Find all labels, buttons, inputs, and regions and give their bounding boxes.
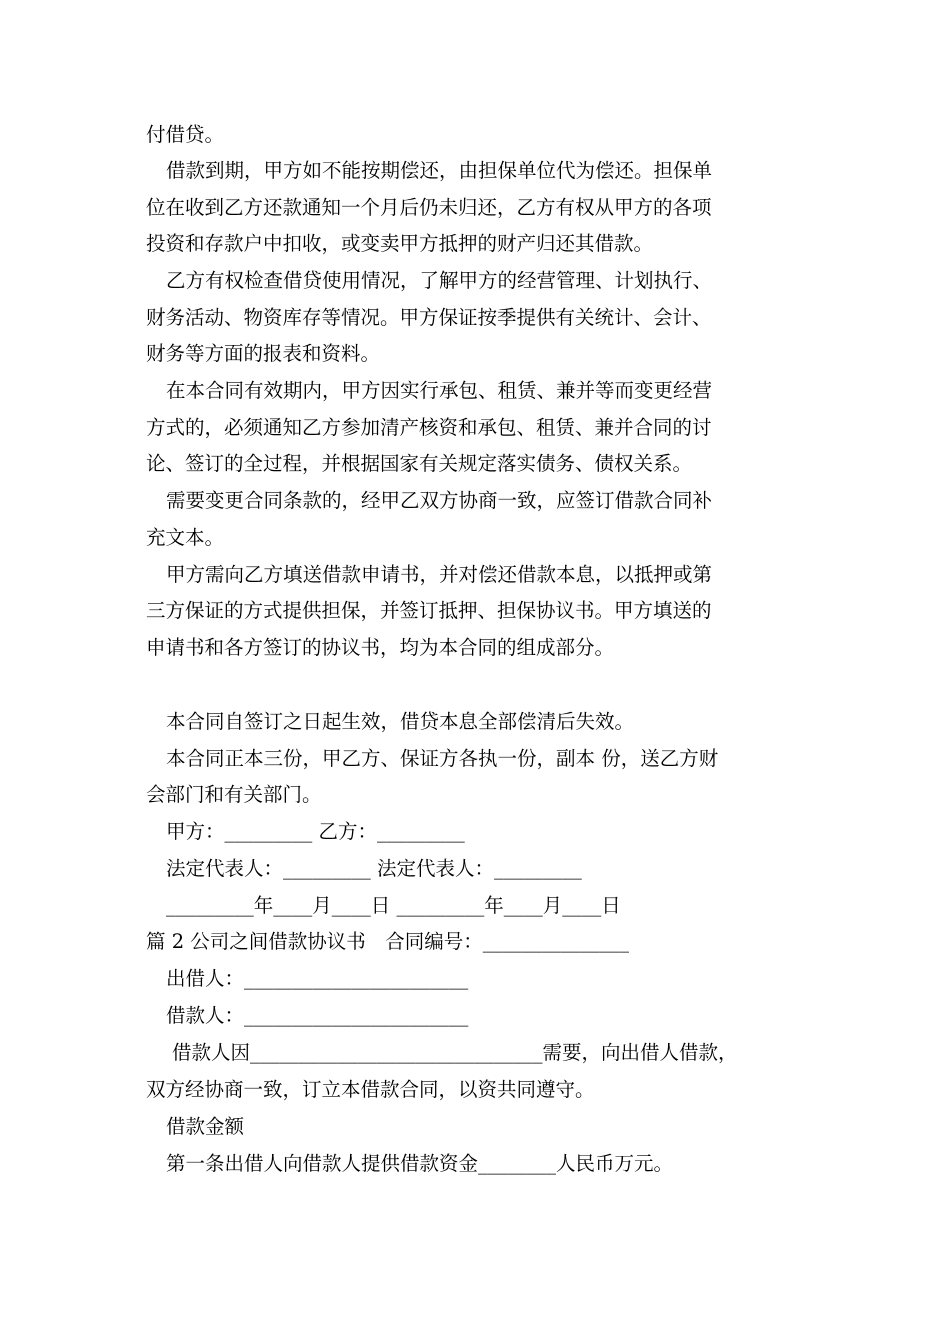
- text-line: 借款到期，甲方如不能按期偿还，由担保单位代为偿还。担保单: [166, 159, 713, 182]
- text-line: 需要变更合同条款的，经甲乙双方协商一致，应签订借款合同补: [166, 489, 713, 512]
- text-line: 申请书和各方签订的协议书，均为本合同的组成部分。: [146, 636, 615, 659]
- signature-party-line: 甲方：_________ 乙方：_________: [166, 820, 465, 843]
- text-line: 方式的，必须通知乙方参加清产核资和承包、租赁、兼并合同的讨: [146, 416, 712, 439]
- text-line: 双方经协商一致，订立本借款合同，以资共同遵守。: [146, 1078, 595, 1101]
- text-line: 充文本。: [146, 526, 225, 549]
- section-title: 篇 2 公司之间借款协议书 合同编号：_______________: [146, 930, 630, 953]
- text-line: 位在收到乙方还款通知一个月后仍未归还，乙方有权从甲方的各项: [146, 196, 712, 219]
- clause-heading: 借款金额: [166, 1115, 245, 1138]
- text-line: 在本合同有效期内，甲方因实行承包、租赁、兼并等而变更经营: [166, 379, 713, 402]
- text-line: 借款人因______________________________需要，向出借人借款，: [172, 1041, 738, 1064]
- text-line: 付借贷。: [146, 123, 225, 146]
- text-line: 财务等方面的报表和资料。: [146, 342, 381, 365]
- lender-field: 出借人：_______________________: [166, 967, 469, 990]
- text-line: 本合同自签订之日起生效，借贷本息全部偿清后失效。: [166, 710, 635, 733]
- signature-date-line: _________年____月____日 _________年____月____日: [166, 894, 621, 917]
- text-line: 本合同正本三份，甲乙方、保证方各执一份，副本 份，送乙方财: [166, 747, 719, 770]
- text-line: 甲方需向乙方填送借款申请书，并对偿还借款本息，以抵押或第: [166, 563, 713, 586]
- text-line: 投资和存款户中扣收，或变卖甲方抵押的财产归还其借款。: [146, 232, 654, 255]
- signature-representative-line: 法定代表人：_________ 法定代表人：_________: [166, 857, 582, 880]
- text-line: 论、签订的全过程，并根据国家有关规定落实债务、债权关系。: [146, 452, 693, 475]
- text-line: 会部门和有关部门。: [146, 783, 322, 806]
- text-line: 三方保证的方式提供担保，并签订抵押、担保协议书。甲方填送的: [146, 599, 712, 622]
- text-line: 财务活动、物资库存等情况。甲方保证按季提供有关统计、会计、: [146, 306, 712, 329]
- borrower-field: 借款人：_______________________: [166, 1004, 469, 1027]
- text-line: 第一条出借人向借款人提供借款资金________人民币万元。: [166, 1152, 674, 1175]
- text-line: 乙方有权检查借贷使用情况，了解甲方的经营管理、计划执行、: [166, 269, 713, 292]
